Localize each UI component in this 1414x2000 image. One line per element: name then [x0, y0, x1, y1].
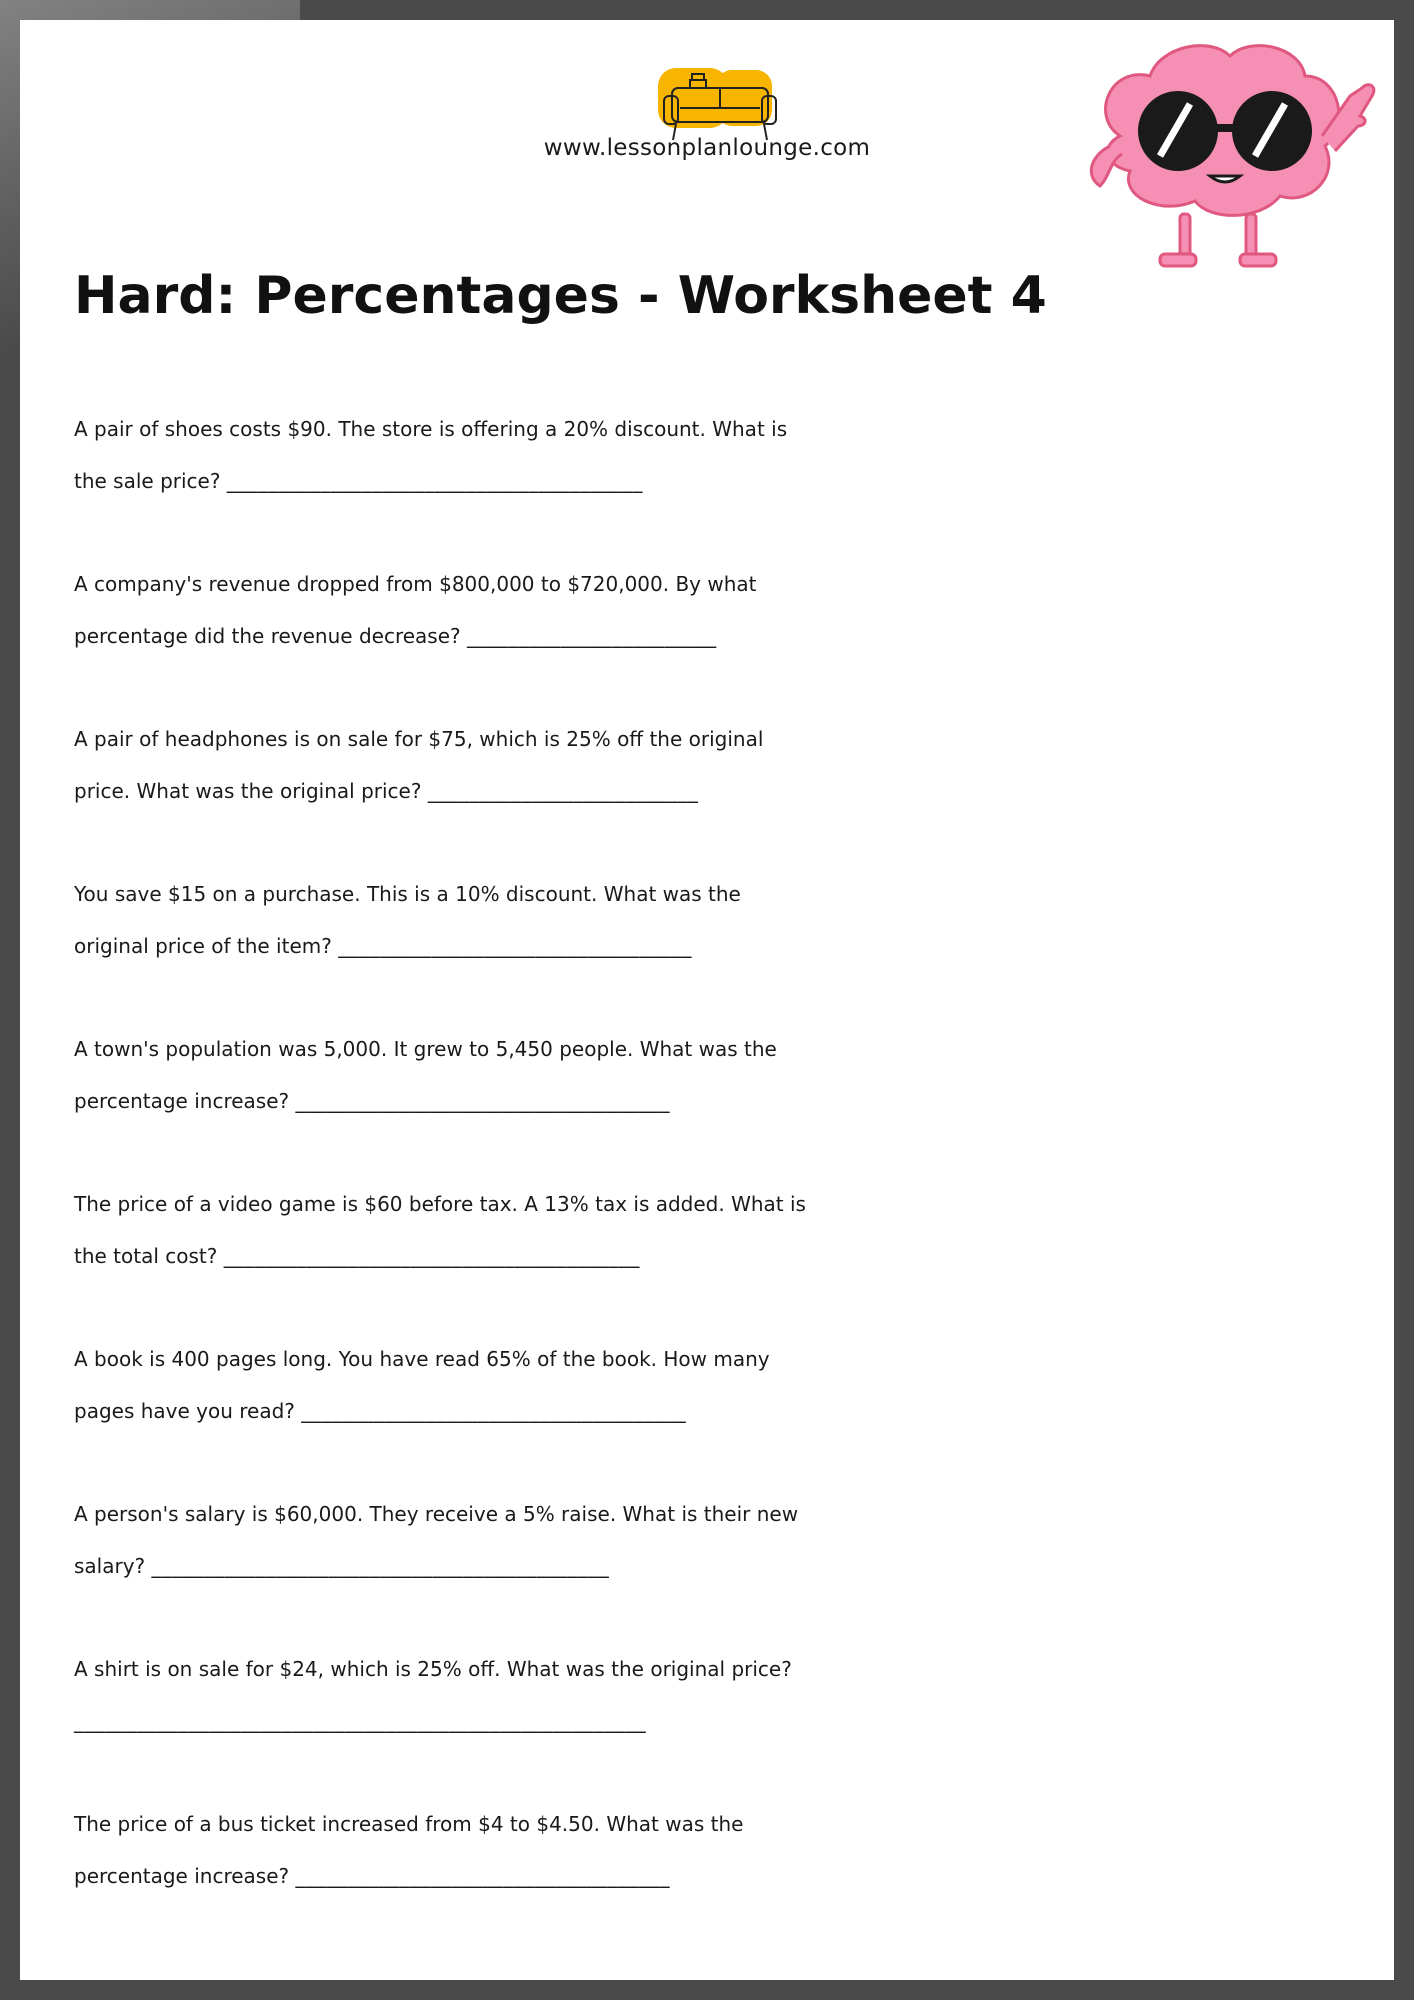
question-1 [74, 403, 1374, 507]
question-8 [74, 1488, 1374, 1592]
question-list [74, 403, 1374, 1953]
question-text-line2: price. What was the original price? [74, 779, 422, 803]
question-7 [74, 1333, 1374, 1437]
question-text-line2: salary? [74, 1554, 146, 1578]
question-text-line2: percentage increase? [74, 1089, 290, 1113]
question-text-line1: The price of a bus ticket increased from $4 to $4.50. What was the [74, 1812, 744, 1836]
question-text-line2: the total cost? [74, 1244, 218, 1268]
question-text-line1: A company's revenue dropped from $800,000 to $720,000. By what [74, 572, 757, 596]
question-text-line1: A book is 400 pages long. You have read 65% of the book. How many [74, 1347, 770, 1371]
question-text-line2: the sale price? [74, 469, 221, 493]
question-5 [74, 1023, 1374, 1127]
answer-blank[interactable]: _____________________________________ [301, 1399, 687, 1423]
question-3 [74, 713, 1374, 817]
site-url: www.lessonplanlounge.com [543, 135, 871, 161]
answer-blank[interactable]: ________________________________________ [226, 469, 643, 493]
sofa-logo-icon [620, 48, 820, 188]
question-text-line2: pages have you read? [74, 1399, 295, 1423]
question-text-line1: The price of a video game is $60 before tax. A 13% tax is added. What is [74, 1192, 806, 1216]
question-text-line1: A town's population was 5,000. It grew to 5,450 people. What was the [74, 1037, 777, 1061]
question-2 [74, 558, 1374, 662]
question-text-line2: original price of the item? [74, 934, 332, 958]
answer-blank[interactable]: ________________________________________ [223, 1244, 640, 1268]
question-text-line1: A shirt is on sale for $24, which is 25% off. What was the original price? [74, 1657, 792, 1681]
answer-blank[interactable]: __________________________ [427, 779, 699, 803]
answer-blank[interactable]: _______________________________________________________ [74, 1709, 646, 1733]
question-9 [74, 1643, 1374, 1747]
answer-blank[interactable]: ________________________ [466, 624, 717, 648]
page-title: Hard: Percentages - Worksheet 4 [74, 266, 1047, 326]
question-6 [74, 1178, 1374, 1282]
question-text-line1: A person's salary is $60,000. They receive a 5% raise. What is their new [74, 1502, 799, 1526]
question-text-line2: percentage increase? [74, 1864, 290, 1888]
answer-blank[interactable]: __________________________________ [338, 934, 692, 958]
answer-blank[interactable]: ____________________________________________ [151, 1554, 610, 1578]
question-text-line1: A pair of shoes costs $90. The store is offering a 20% discount. What is [74, 417, 788, 441]
question-text-line1: You save $15 on a purchase. This is a 10% discount. What was the [74, 882, 741, 906]
question-text-line1: A pair of headphones is on sale for $75, which is 25% off the original [74, 727, 764, 751]
question-10 [74, 1798, 1374, 1902]
question-4 [74, 868, 1374, 972]
brain-mascot-icon [1050, 26, 1390, 276]
worksheet-page [20, 20, 1394, 1980]
question-text-line2: percentage did the revenue decrease? [74, 624, 461, 648]
answer-blank[interactable]: ____________________________________ [295, 1864, 670, 1888]
answer-blank[interactable]: ____________________________________ [295, 1089, 670, 1113]
